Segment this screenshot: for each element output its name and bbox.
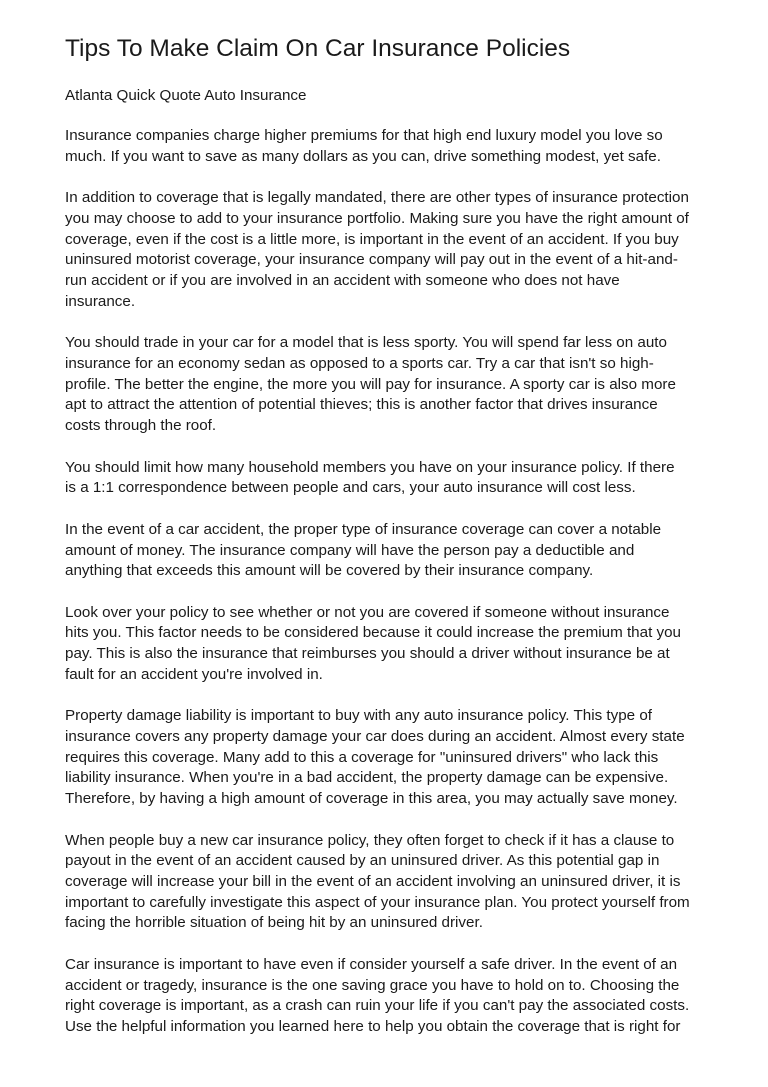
body-text [65,126,725,1059]
paragraph-line: run accident or if you are involved in an accident with someone who does not have [65,271,620,289]
paragraph-line: is a 1:1 correspondence between people and cars, your auto insurance will cost less. [65,479,636,497]
paragraph-line: pay. This is also the insurance that reimburses you should a driver without insurance be at [65,645,670,663]
paragraph-line: much. If you want to save as many dollars as you can, drive something modest, yet safe. [65,147,661,165]
paragraph [65,458,725,499]
page-title: Tips To Make Claim On Car Insurance Policies [65,35,571,62]
paragraph-line: Insurance companies charge higher premiums for that high end luxury model you love so [65,127,663,144]
paragraph-line: you may choose to add to your insurance portfolio. Making sure you have the right amount of [65,209,689,227]
paragraph [65,333,725,436]
paragraph-line: You should trade in your car for a model that is less sporty. You will spend far less on auto [65,334,667,352]
paragraph-line: coverage, even if the cost is a little more, is important in the event of an accident. If you buy [65,230,679,248]
paragraph-line: payout in the event of an accident caused by an uninsured driver. As this potential gap in [65,852,660,870]
paragraph-line: coverage will increase your bill in the event of an accident involving an uninsured driver, it is [65,873,681,891]
paragraph-line: amount of money. The insurance company will have the person pay a deductible and [65,541,635,559]
paragraph-line: Use the helpful information you learned here to help you obtain the coverage that is right for [65,1017,681,1035]
paragraph-line: requires this coverage. Many add to this a coverage for "uninsured drivers" who lack this [65,748,659,766]
paragraph [65,955,725,1038]
paragraph-line: When people buy a new car insurance policy, they often forget to check if it has a clause to [65,831,675,849]
paragraph-line: In addition to coverage that is legally mandated, there are other types of insurance protection [65,189,689,207]
paragraph-line: Property damage liability is important to buy with any auto insurance policy. This type of [65,707,652,725]
paragraph-line: anything that exceeds this amount will be covered by their insurance company. [65,562,594,580]
paragraph [65,706,725,809]
paragraph-line: facing the horrible situation of being hit by an uninsured driver. [65,914,483,932]
paragraph-line: Car insurance is important to have even if consider yourself a safe driver. In the event of an [65,956,678,973]
paragraph-line: apt to attract the attention of potential thieves; this is another factor that drives insurance [65,396,658,414]
paragraph-line: hits you. This factor needs to be considered because it could increase the premium that you [65,624,682,642]
paragraph [65,603,725,686]
paragraph-line: accident or tragedy, insurance is the one saving grace you have to hold on to. Choosing the [65,976,680,994]
paragraph-line: insurance. [65,292,136,310]
paragraph-line: uninsured motorist coverage, your insurance company will pay out in the event of a hit-and- [65,251,678,269]
page-subtitle: Atlanta Quick Quote Auto Insurance [65,87,307,104]
paragraph-line: insurance covers any property damage your car does during an accident. Almost every state [65,728,685,746]
paragraph-line: costs through the roof. [65,416,217,434]
paragraph-line: You should limit how many household members you have on your insurance policy. If there [65,458,675,476]
paragraph [65,126,725,167]
paragraph-line: Look over your policy to see whether or not you are covered if someone without insurance [65,603,670,621]
paragraph-line: fault for an accident you're involved in. [65,665,323,683]
paragraph-line: Therefore, by having a high amount of coverage in this area, you may actually save money. [65,790,678,808]
paragraph-line: liability insurance. When you're in a bad accident, the property damage can be expensive. [65,769,669,787]
paragraph-line: right coverage is important, as a crash can ruin your life if you can't pay the associated costs. [65,997,690,1015]
paragraph-line: In the event of a car accident, the proper type of insurance coverage can cover a notable [65,520,662,538]
paragraph [65,520,725,582]
paragraph [65,831,725,934]
paragraph-line: insurance for an economy sedan as opposed to a sports car. Try a car that isn't so high- [65,354,654,372]
paragraph-line: profile. The better the engine, the more you will pay for insurance. A sporty car is also more [65,375,676,393]
paragraph [65,188,725,312]
paragraph-line: important to carefully investigate this aspect of your insurance plan. You protect yourself from [65,893,690,911]
